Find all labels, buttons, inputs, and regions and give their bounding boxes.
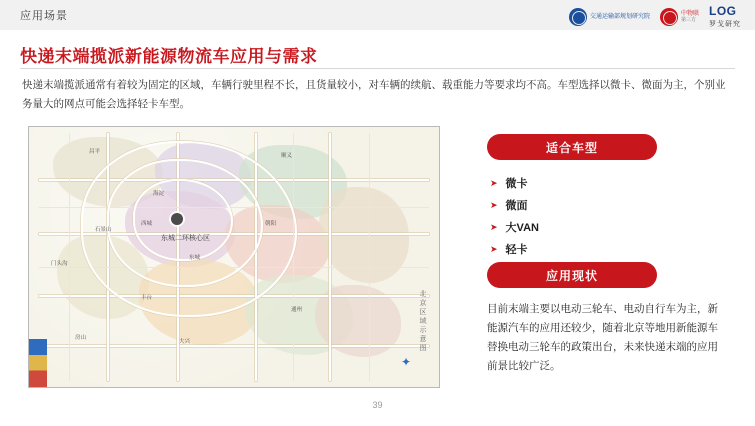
breadcrumb: 应用场景: [20, 10, 68, 22]
lead-paragraph: 快递末端揽派通常有着较为固定的区域，车辆行驶里程不长，且货量较小，对车辆的续航、载重能力等要求均不高。车型选择以微卡、微面为主，个别业务量大的网点可能会选择轻卡车型。: [22, 79, 726, 110]
map-label: 顺义: [281, 153, 293, 159]
map-label: 海淀: [153, 191, 165, 197]
map-label: 大兴: [179, 339, 191, 345]
map-road-minor: [293, 133, 294, 381]
map-district-blob: [319, 187, 409, 283]
map-label: 朝阳: [265, 221, 277, 227]
map-ring-road: [81, 141, 297, 317]
list-item: [490, 172, 710, 194]
map-label: 昌平: [89, 149, 101, 155]
logo-logclub-word: LOG: [709, 4, 737, 18]
map-label: 门头沟: [51, 261, 68, 267]
bullet-arrow-icon: ➤: [490, 221, 498, 232]
map-road: [39, 345, 429, 347]
map-label: 东城: [189, 255, 201, 261]
bullet-arrow-icon: ➤: [490, 199, 498, 210]
map-label: 丰台: [141, 295, 153, 301]
map-label: 石景山: [95, 227, 112, 233]
title-divider: [20, 68, 735, 69]
application-status-text: 目前末端主要以电动三轮车、电动自行车为主，新能源汽车的应用还较少，随着北京等地用新能源车替换电动三轮车的政策出台，未来快递末端的应用前景比较广泛。: [487, 303, 718, 372]
vehicle-type-list: [490, 172, 710, 260]
map-center-marker: [171, 213, 183, 225]
vehicle-type-label: 大VAN: [505, 222, 539, 234]
vehicle-type-label: 轻卡: [505, 244, 528, 256]
logo-moct-text: 交通运输部规划研究院: [589, 13, 650, 20]
map-label: 西城: [141, 221, 153, 227]
list-item: [490, 238, 710, 260]
map-frame: [28, 126, 440, 388]
application-status-heading: 应用现状: [487, 262, 657, 288]
logo-group: [569, 4, 741, 30]
circle-red-icon: [660, 8, 678, 26]
page-title: 快递末端揽派新能源物流车应用与需求: [20, 47, 318, 66]
map-label: 通州: [291, 307, 303, 313]
vehicle-type-label: 微面: [505, 200, 528, 212]
list-item: [490, 216, 710, 238]
vehicle-type-heading: 适合车型: [487, 134, 657, 160]
map-canvas: [29, 127, 439, 387]
list-item: [490, 194, 710, 216]
map-road-minor: [69, 133, 70, 381]
circle-blue-icon: [569, 8, 587, 26]
logo-logclub-sub: 罗戈研究: [709, 21, 741, 28]
map-road-minor: [369, 133, 370, 381]
bullet-arrow-icon: ➤: [490, 243, 498, 254]
map-legend-strip: [29, 339, 47, 387]
page-number: 39: [372, 400, 383, 410]
map-road: [329, 133, 331, 381]
compass-icon: ✦: [400, 355, 412, 369]
logo-moct: [569, 8, 650, 26]
bullet-arrow-icon: ➤: [490, 177, 498, 188]
vehicle-type-label: 微卡: [505, 178, 528, 190]
logo-logclub: [709, 5, 741, 29]
logo-cflp-text: 中物联 第三方: [680, 10, 699, 23]
map-label: 房山: [75, 335, 87, 341]
map-side-caption: 北京区域示意图: [419, 290, 426, 353]
logo-cflp: [660, 8, 699, 26]
map-center-label: 东城二环核心区: [161, 235, 210, 242]
